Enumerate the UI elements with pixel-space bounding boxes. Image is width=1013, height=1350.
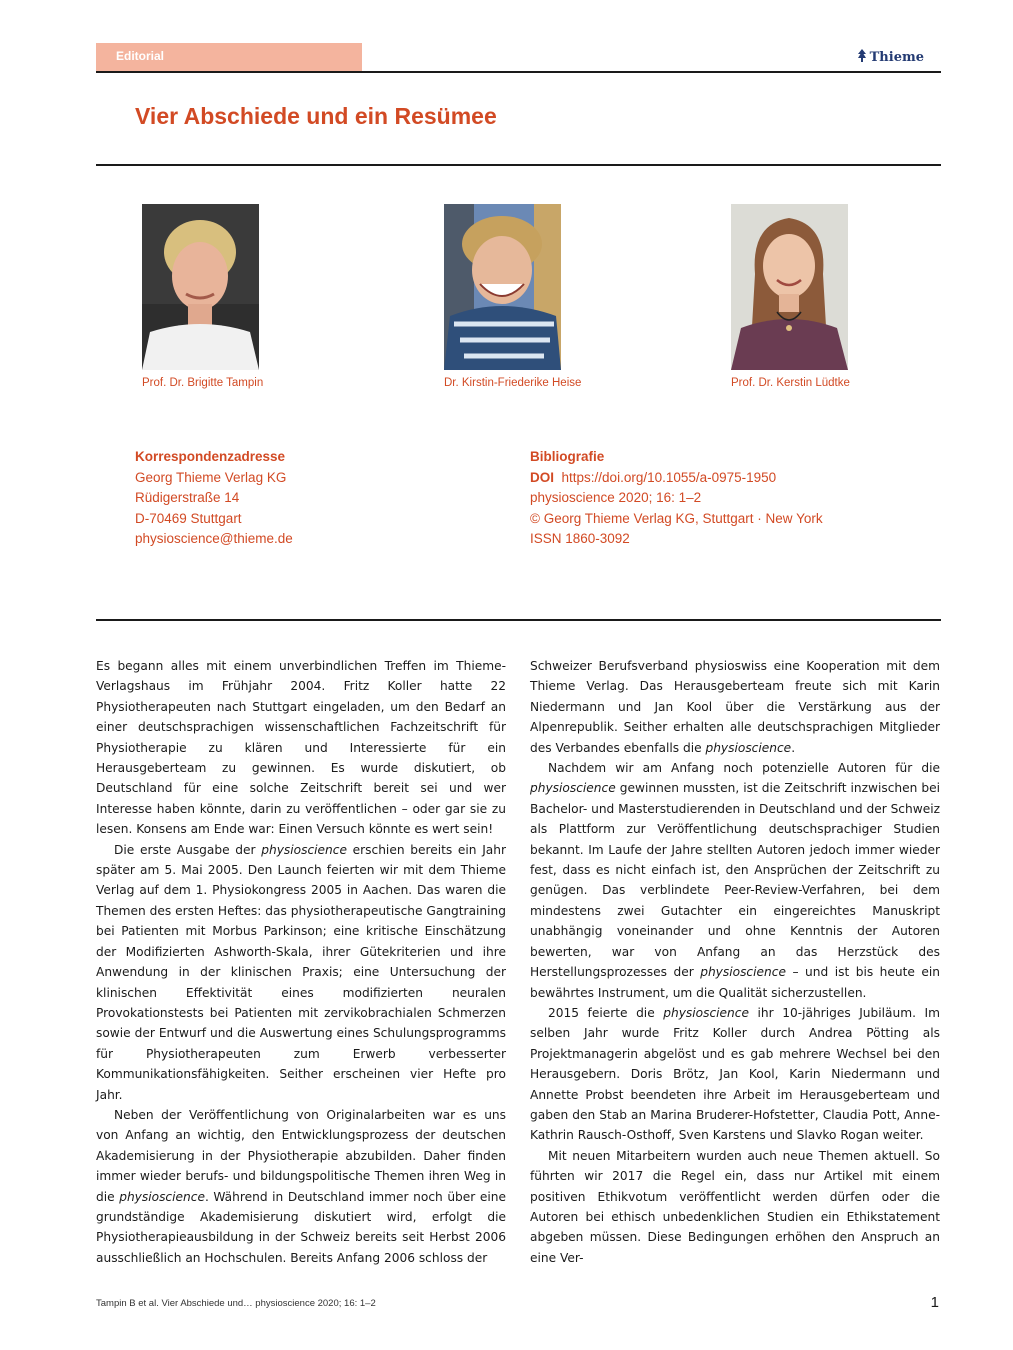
header-rule	[96, 71, 941, 73]
publisher-name: Thieme	[869, 50, 924, 65]
body-text: 2015 feierte die	[548, 1005, 664, 1020]
body-column-left	[96, 656, 506, 1268]
body-text: Neben der Veröffentlichung von Originalarbeiten war es uns von Anfang an wichtig, den Entwicklungsprozess der deutschen Akademisierung in der Physiotherapie abzubilden. Daher finden immer wieder berufs- und bildungspolitische Themen ihren Weg in die	[96, 1107, 506, 1204]
journal-name: physioscience	[530, 781, 616, 796]
body-text: . Während in Deutschland immer noch über eine grundständige Akademisierung diskutiert wird, erfolgt die Physiotherapieausbildung in der Schweiz bereits seit Herbst 2006 ausschließlich an Hochschulen. Bereits Anfang 2006 schloss der	[96, 1189, 506, 1265]
address-line: D-70469 Stuttgart	[135, 510, 242, 526]
thieme-tree-icon	[857, 49, 867, 66]
doi-link[interactable]: https://doi.org/10.1055/a-0975-1950	[561, 469, 777, 485]
body-paragraph	[530, 758, 940, 1003]
body-text: Schweizer Berufsverband physioswiss eine Kooperation mit dem Thieme Verlag. Das Herausgeberteam freute sich mit Karin Niedermann und Jan Kool über die Verstärkung aus der Alpenrepublik. Seither erhalten alle deutschsprachigen Mitglieder des Verbandes ebenfalls die	[530, 659, 940, 755]
doi-label: DOI	[530, 469, 555, 485]
correspondence-heading: Korrespondenzadresse	[135, 449, 286, 464]
body-paragraph	[96, 840, 506, 1105]
body-rule	[96, 619, 941, 621]
body-text: Es begann alles mit einem unverbindlichen Treffen im Thieme-Verlagshaus im Frühjahr 2004. Fritz Koller hatte 22 Physiotherapeuten nach Stuttgart eingeladen, um den Bedarf an einer deutschsprachigen wissenschaftlichen Fachzeitschrift für Physiotherapie zu klären und Interessierte für ein Herausgeberteam zu gewinnen. Es wurde diskutiert, ob Deutschland für eine solche Zeitschrift bereit sei und wer Interesse haben könnte, darin zu veröffentlichen – oder gar sie zu lesen. Konsens am Ende war: Einen Versuch könnte es wert sein!	[96, 659, 506, 837]
bibliography-heading: Bibliografie	[530, 449, 605, 464]
journal-name: physioscience	[663, 1005, 749, 1020]
section-label-bar	[96, 43, 362, 71]
journal-name: physioscience	[119, 1189, 205, 1204]
body-paragraph	[530, 656, 940, 758]
body-text: Die erste Ausgabe der	[114, 842, 262, 857]
body-column-right	[530, 656, 940, 1268]
doi-line	[530, 468, 823, 489]
author-photo	[142, 204, 259, 370]
body-text: gewinnen mussten, ist die Zeitschrift inzwischen bei Bachelor- und Masterstudierenden in Deutschland und der Schweiz als Plattform zur Veröffentlichung deutschsprachiger Studien bekannt. Im Laufe der Jahre stellten Autoren jedoch immer wieder fest, dass es nicht einfach ist, den Ansprüchen der Zeitschrift zu genügen. Das verblindete Peer-Review-Verfahren, bei dem mindestens zwei Gutachter ein eingereichtes Manuskript unabhängig voneinander und ohne Kenntnis der Autoren bewerten, war von Anfang an das Herzstück des Herstellungsprozesses der	[530, 781, 940, 980]
author-photo	[444, 204, 561, 370]
body-paragraph	[96, 656, 506, 840]
publisher-logo	[857, 49, 924, 66]
bibliography-line: © Georg Thieme Verlag KG, Stuttgart · New York	[530, 510, 823, 526]
body-text: Mit neuen Mitarbeitern wurden auch neue Themen aktuell. So führten wir 2017 die Regel ein, dass nur Artikel mit einem positiven Ethikvotum veröffentlicht werden dürfen oder die Autoren bei ethisch unbedenklichen Studien ein Ethikstatement abgeben müssen. Diese Bedingungen erhöhen den Anspruch an eine Ver-	[530, 1148, 940, 1265]
bibliography-line: ISSN 1860-3092	[530, 531, 630, 546]
journal-name: physioscience	[261, 842, 347, 857]
author-card	[444, 204, 581, 389]
title-rule	[96, 164, 941, 166]
author-card	[731, 204, 850, 389]
contact-email[interactable]: physioscience@thieme.de	[135, 531, 293, 546]
author-card	[142, 204, 263, 389]
bibliography-line: physioscience 2020; 16: 1–2	[530, 490, 702, 505]
page-number: 1	[930, 1294, 939, 1311]
body-paragraph	[530, 1146, 940, 1268]
body-paragraph	[96, 1105, 506, 1268]
author-photo	[731, 204, 848, 370]
body-text: .	[791, 740, 796, 755]
footer-citation: Tampin B et al. Vier Abschiede und… physioscience 2020; 16: 1–2	[96, 1298, 376, 1309]
body-text: ihr 10-jähriges Jubiläum. Im selben Jahr wurde Fritz Koller durch Andrea Pötting als Projektmanagerin abgelöst und es gab mehrere Wechsel bei den Herausgebern. Doris Brötz, Jan Kool, Karin Niedermann und Annette Probst beendeten ihre Arbeit im Herausgeberteam und gaben den Stab an Marina Bruderer-Hofstetter, Claudia Pott, Anne-Kathrin Rausch-Osthoff, Sven Karstens und Slavko Rogan weiter.	[530, 1005, 940, 1143]
address-line: Georg Thieme Verlag KG	[135, 469, 287, 485]
body-text: Nachdem wir am Anfang noch potenzielle Autoren für die	[548, 761, 940, 776]
body-text: erschien bereits ein Jahr später am 5. Mai 2005. Den Launch feierten wir mit dem Thieme Verlag auf dem 1. Physiokongress 2005 in Aachen. Das waren die Themen des ersten Heftes: das physiotherapeutische Gangtraining bei Patienten mit Morbus Parkinson; eine kritische Einschätzung der Modifizierten Ashworth-Skala, ihrer Gütekriterien und ihre Anwendung in der klinischen Praxis; eine Untersuchung der klinischen Effektivität eines modifizierten neuralen Provokationstests bei Patienten mit zervikobrachialen Schmerzen sowie der Entwurf und die Auswertung eines Schulungsprogramms für Physiotherapeuten zum Erwerb verbesserter Kommunikationsfähigkeiten. Seither erscheinen vier Hefte pro Jahr.	[96, 842, 506, 1102]
author-name: Prof. Dr. Kerstin Lüdtke	[731, 377, 850, 389]
author-name: Dr. Kirstin-Friederike Heise	[444, 377, 582, 389]
journal-name: physioscience	[705, 740, 792, 755]
body-text: – und ist bis heute ein bewährtes Instrument, um die Qualität sicherzustellen.	[530, 965, 940, 1000]
article-title: Vier Abschiede und ein Resümee	[135, 103, 497, 129]
author-name: Prof. Dr. Brigitte Tampin	[142, 377, 264, 389]
bibliography	[530, 447, 823, 550]
correspondence-address	[135, 447, 293, 550]
address-line: Rüdigerstraße 14	[135, 490, 240, 505]
section-label: Editorial	[116, 49, 165, 63]
body-paragraph	[530, 1003, 940, 1146]
journal-name: physioscience	[700, 965, 786, 980]
